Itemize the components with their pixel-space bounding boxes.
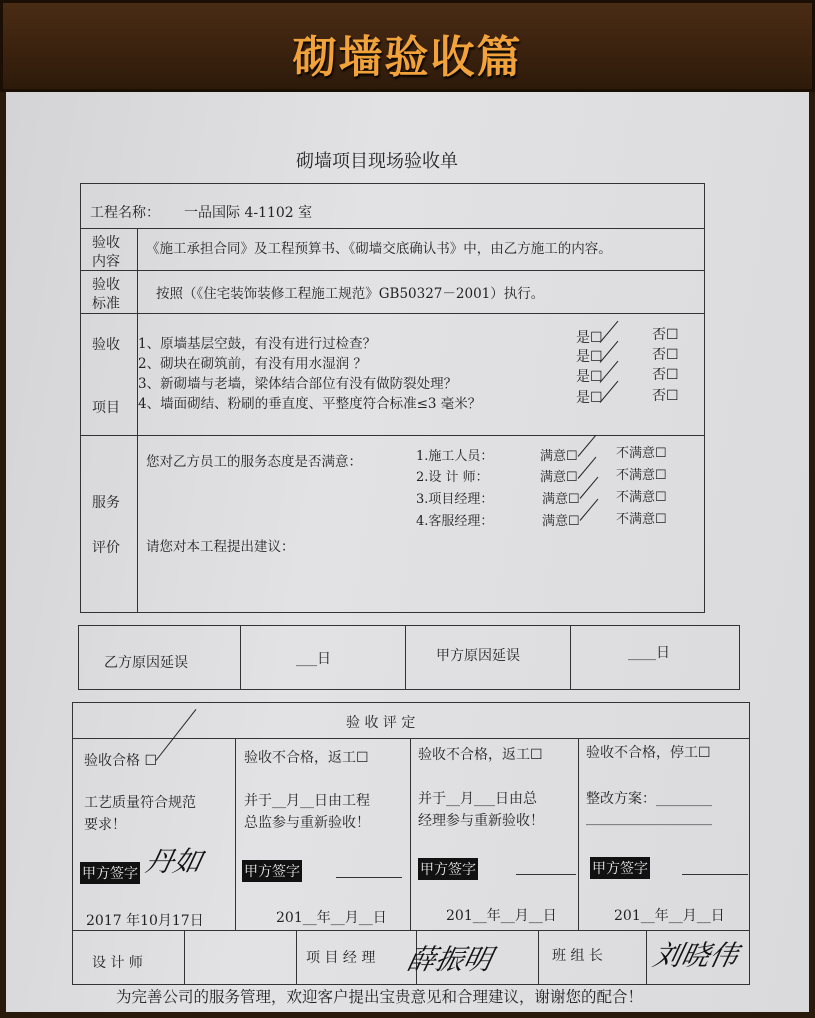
satisfied-checkbox[interactable]: 满意☐ bbox=[540, 449, 578, 464]
items-label-2: 项目 bbox=[92, 400, 120, 416]
eval-date: 201__年__月__日 bbox=[614, 908, 725, 924]
content-label-2: 内容 bbox=[92, 254, 120, 270]
no-checkbox[interactable]: 否☐ bbox=[652, 347, 679, 363]
rework-checkbox[interactable]: 验收不合格，返工☐ bbox=[244, 750, 369, 766]
yes-checkbox[interactable]: 是☐ bbox=[576, 369, 603, 385]
banner-title: 砌墙验收篇 bbox=[292, 32, 523, 83]
suggestion-label: 请您对本工程提出建议： bbox=[146, 539, 295, 555]
eval-text: 经理参与重新验收！ bbox=[418, 813, 544, 829]
team-leader-signature: 刘晓伟 bbox=[650, 939, 742, 972]
project-manager-label: 项 目 经 理 bbox=[306, 950, 376, 966]
party-a-signature-label: 甲方签字 bbox=[242, 860, 302, 882]
eval-text: 整改方案：________ bbox=[586, 791, 712, 807]
role-label: 1.施工人员： bbox=[416, 449, 494, 464]
inspection-form-photo bbox=[6, 92, 809, 1012]
service-question: 您对乙方员工的服务态度是否满意： bbox=[146, 454, 362, 470]
party-a-delay-days[interactable]: ____日 bbox=[628, 645, 670, 661]
unsatisfied-checkbox[interactable]: 不满意☐ bbox=[616, 490, 667, 505]
yes-checkbox[interactable]: 是☐ bbox=[576, 349, 603, 365]
content-label: 验收 bbox=[92, 235, 120, 251]
party-a-signature: 丹如 bbox=[142, 845, 206, 878]
rework-checkbox[interactable]: 验收不合格，返工☐ bbox=[418, 747, 543, 763]
party-b-delay-label: 乙方原因延误 bbox=[104, 655, 188, 671]
satisfied-checkbox[interactable]: 满意☐ bbox=[542, 514, 580, 529]
party-b-delay-days[interactable]: ___日 bbox=[296, 651, 331, 667]
eval-date: 201__年__月__日 bbox=[276, 910, 387, 926]
project-manager-signature: 薛振明 bbox=[404, 943, 496, 976]
project-name: 一品国际 4-1102 室 bbox=[184, 205, 313, 221]
pass-checkbox[interactable]: 验收合格 ☐ bbox=[84, 753, 158, 769]
check-item: 1、原墙基层空鼓，有没有进行过检查？ bbox=[138, 336, 377, 352]
check-item: 2、砌块在砌筑前，有没有用水湿润 ？ bbox=[138, 356, 367, 372]
designer-label: 设 计 师 bbox=[92, 955, 143, 971]
standard-text: 按照（《住宅装饰装修工程施工规范》GB50327－2001）执行。 bbox=[156, 286, 545, 302]
service-label-2: 评价 bbox=[92, 540, 120, 556]
unsatisfied-checkbox[interactable]: 不满意☐ bbox=[616, 446, 667, 461]
standard-label: 验收 bbox=[92, 277, 120, 293]
service-label: 服务 bbox=[92, 495, 120, 511]
yes-checkbox[interactable]: 是☐ bbox=[576, 330, 603, 346]
eval-text: 并于__月__日由工程 bbox=[244, 793, 370, 809]
stop-work-checkbox[interactable]: 验收不合格，停工☐ bbox=[586, 745, 711, 761]
team-leader-label: 班 组 长 bbox=[552, 948, 603, 964]
check-item: 4、墙面砌结、粉刷的垂直度、平整度符合标准≤3 毫米？ bbox=[138, 396, 482, 412]
evaluation-title: 验 收 评 定 bbox=[346, 715, 416, 731]
no-checkbox[interactable]: 否☐ bbox=[652, 327, 679, 343]
role-label: 2.设 计 师： bbox=[416, 470, 489, 485]
yes-checkbox[interactable]: 是☐ bbox=[576, 390, 603, 406]
items-label: 验收 bbox=[92, 337, 120, 353]
no-checkbox[interactable]: 否☐ bbox=[652, 388, 679, 404]
footer-note: 为完善公司的服务管理，欢迎客户提出宝贵意见和合理建议，谢谢您的配合！ bbox=[116, 988, 644, 1006]
role-label: 3.项目经理： bbox=[416, 492, 494, 507]
check-item: 3、新砌墙与老墙，梁体结合部位有没有做防裂处理？ bbox=[138, 376, 458, 392]
role-label: 4.客服经理： bbox=[416, 514, 494, 529]
no-checkbox[interactable]: 否☐ bbox=[652, 367, 679, 383]
party-a-signature-label: 甲方签字 bbox=[80, 862, 140, 884]
banner bbox=[0, 0, 815, 92]
eval-text: 总监参与重新验收！ bbox=[244, 815, 370, 831]
party-a-delay-label: 甲方原因延误 bbox=[436, 648, 520, 664]
content-text: 《施工承担合同》及工程预算书、《砌墙交底确认书》中，由乙方施工的内容。 bbox=[146, 241, 612, 257]
eval-date: 2017 年10月17日 bbox=[86, 913, 204, 929]
project-label: 工程名称： bbox=[90, 205, 160, 221]
eval-text: __________________ bbox=[586, 810, 712, 826]
party-a-signature-label: 甲方签字 bbox=[418, 858, 478, 880]
eval-date: 201__年__月__日 bbox=[446, 908, 557, 924]
standard-label-2: 标准 bbox=[92, 296, 120, 312]
unsatisfied-checkbox[interactable]: 不满意☐ bbox=[616, 468, 667, 483]
eval-text: 工艺质量符合规范 bbox=[84, 795, 196, 811]
eval-text: 要求！ bbox=[84, 817, 126, 833]
doc-title: 砌墙项目现场验收单 bbox=[296, 151, 458, 172]
party-a-signature-label: 甲方签字 bbox=[590, 857, 650, 879]
satisfied-checkbox[interactable]: 满意☐ bbox=[542, 492, 580, 507]
eval-text: 并于__月___日由总 bbox=[418, 791, 537, 807]
satisfied-checkbox[interactable]: 满意☐ bbox=[540, 470, 578, 485]
unsatisfied-checkbox[interactable]: 不满意☐ bbox=[616, 512, 667, 527]
